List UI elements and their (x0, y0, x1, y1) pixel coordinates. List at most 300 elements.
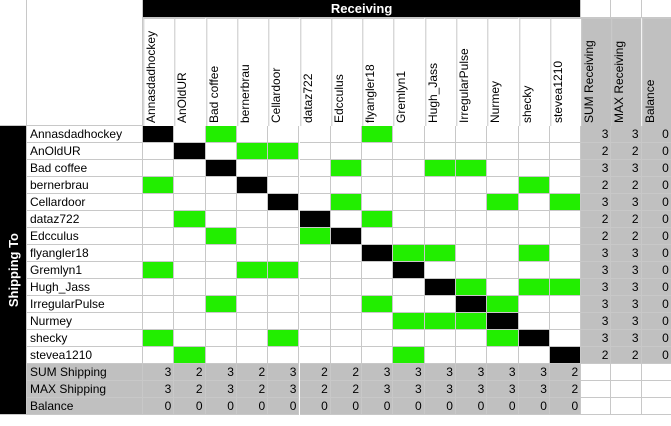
summary-row-cell: 0 (519, 398, 550, 415)
matrix-cell[interactable] (174, 194, 205, 211)
matrix-cell[interactable] (331, 262, 362, 279)
column-header-label: stevea1210 (550, 60, 565, 123)
assigned-cell[interactable] (268, 330, 299, 347)
matrix-cell[interactable] (393, 279, 424, 296)
matrix-cell[interactable] (425, 194, 456, 211)
matrix-cell[interactable] (362, 313, 393, 330)
matrix-cell[interactable] (331, 211, 362, 228)
sum-receiving-cell: 3 (581, 194, 611, 211)
matrix-cell[interactable] (362, 262, 393, 279)
matrix-cell[interactable] (550, 177, 581, 194)
summary-row-cell: 0 (174, 398, 205, 415)
matrix-cell[interactable] (143, 347, 174, 364)
matrix-cell[interactable] (143, 228, 174, 245)
blank-cell[interactable] (642, 0, 671, 18)
matrix-cell[interactable] (487, 245, 518, 262)
matrix-cell[interactable] (268, 177, 299, 194)
diagonal-cell[interactable] (237, 177, 268, 194)
matrix-cell[interactable] (237, 228, 268, 245)
summary-column-header (611, 18, 641, 126)
blank-cell[interactable] (611, 381, 641, 398)
assigned-cell[interactable] (425, 245, 456, 262)
matrix-cell[interactable] (331, 143, 362, 160)
sum-receiving-cell: 2 (581, 177, 611, 194)
blank-cell[interactable] (581, 364, 611, 381)
matrix-cell[interactable] (393, 177, 424, 194)
matrix-cell[interactable] (331, 126, 362, 143)
assigned-cell[interactable] (456, 279, 487, 296)
balance-receiving-cell: 0 (642, 126, 671, 143)
assigned-cell[interactable] (206, 228, 237, 245)
blank-cell[interactable] (581, 0, 611, 18)
column-header-bernerbrau (237, 18, 268, 126)
matrix-cell[interactable] (174, 279, 205, 296)
matrix-cell[interactable] (456, 330, 487, 347)
matrix-cell[interactable] (174, 296, 205, 313)
diagonal-cell[interactable] (362, 245, 393, 262)
matrix-cell[interactable] (331, 296, 362, 313)
matrix-cell[interactable] (268, 245, 299, 262)
matrix-cell[interactable] (393, 143, 424, 160)
matrix-cell[interactable] (331, 347, 362, 364)
matrix-cell[interactable] (393, 296, 424, 313)
summary-row-cell: 3 (487, 364, 518, 381)
matrix-cell[interactable] (331, 177, 362, 194)
column-header-nurmey (487, 18, 518, 126)
summary-row-cell: 3 (206, 381, 237, 398)
matrix-cell[interactable] (174, 330, 205, 347)
summary-row-cell: 0 (425, 398, 456, 415)
column-header-hugh-jass (425, 18, 456, 126)
matrix-cell[interactable] (268, 126, 299, 143)
matrix-cell[interactable] (487, 160, 518, 177)
column-header-cellardoor (268, 18, 299, 126)
sum-receiving-cell: 3 (581, 330, 611, 347)
max-receiving-cell: 3 (611, 313, 641, 330)
matrix-cell[interactable] (456, 177, 487, 194)
matrix-cell[interactable] (143, 296, 174, 313)
summary-column-label: SUM Receiving (582, 40, 597, 123)
assigned-cell[interactable] (174, 347, 205, 364)
matrix-cell[interactable] (425, 177, 456, 194)
corner-blank-2[interactable] (27, 0, 143, 126)
matrix-cell[interactable] (456, 347, 487, 364)
blank-cell[interactable] (642, 398, 671, 415)
matrix-cell[interactable] (237, 194, 268, 211)
sum-receiving-cell: 2 (581, 211, 611, 228)
matrix-cell[interactable] (487, 347, 518, 364)
assigned-cell[interactable] (206, 126, 237, 143)
diagonal-cell[interactable] (300, 211, 331, 228)
matrix-cell[interactable] (487, 279, 518, 296)
matrix-cell[interactable] (456, 194, 487, 211)
matrix-cell[interactable] (237, 211, 268, 228)
matrix-cell[interactable] (206, 194, 237, 211)
matrix-cell[interactable] (519, 296, 550, 313)
matrix-cell[interactable] (487, 126, 518, 143)
matrix-cell[interactable] (143, 143, 174, 160)
sum-receiving-cell: 3 (581, 245, 611, 262)
matrix-cell[interactable] (456, 245, 487, 262)
max-receiving-cell: 3 (611, 160, 641, 177)
matrix-cell[interactable] (425, 296, 456, 313)
matrix-cell[interactable] (300, 313, 331, 330)
matrix-cell[interactable] (237, 347, 268, 364)
summary-row-cell: 2 (237, 381, 268, 398)
corner-blank[interactable] (0, 0, 27, 126)
matrix-cell[interactable] (425, 228, 456, 245)
matrix-cell[interactable] (362, 160, 393, 177)
matrix-cell[interactable] (174, 313, 205, 330)
matrix-cell[interactable] (393, 330, 424, 347)
max-receiving-cell: 3 (611, 245, 641, 262)
column-header-label: IrregularPulse (457, 48, 471, 123)
balance-receiving-cell: 0 (642, 228, 671, 245)
summary-row-cell: 3 (268, 381, 299, 398)
assigned-cell[interactable] (237, 262, 268, 279)
matrix-cell[interactable] (143, 313, 174, 330)
summary-row-cell: 2 (331, 364, 362, 381)
balance-receiving-cell: 0 (642, 143, 671, 160)
matrix-cell[interactable] (268, 279, 299, 296)
blank-cell[interactable] (611, 398, 641, 415)
assigned-cell[interactable] (393, 245, 424, 262)
blank-cell[interactable] (642, 381, 671, 398)
matrix-cell[interactable] (237, 245, 268, 262)
matrix-cell[interactable] (206, 177, 237, 194)
matrix-cell[interactable] (550, 296, 581, 313)
matrix-cell[interactable] (519, 160, 550, 177)
summary-row-cell: 3 (143, 364, 174, 381)
matrix-cell[interactable] (362, 330, 393, 347)
balance-receiving-cell: 0 (642, 296, 671, 313)
sum-receiving-cell: 3 (581, 279, 611, 296)
column-header-label: Bad coffee (206, 65, 221, 123)
matrix-cell[interactable] (519, 126, 550, 143)
matrix-cell[interactable] (425, 143, 456, 160)
summary-row-cell: 2 (237, 364, 268, 381)
matrix-cell[interactable] (550, 330, 581, 347)
matrix-cell[interactable] (393, 126, 424, 143)
matrix-cell[interactable] (456, 228, 487, 245)
matrix-cell[interactable] (268, 160, 299, 177)
matrix-cell[interactable] (550, 228, 581, 245)
assigned-cell[interactable] (143, 262, 174, 279)
matrix-cell[interactable] (174, 245, 205, 262)
matrix-cell[interactable] (206, 143, 237, 160)
diagonal-cell[interactable] (268, 194, 299, 211)
matrix-cell[interactable] (300, 126, 331, 143)
matrix-cell[interactable] (300, 245, 331, 262)
assigned-cell[interactable] (519, 279, 550, 296)
row-header-anoldur: AnOldUR (27, 143, 143, 160)
summary-row-cell: 0 (300, 398, 331, 415)
row-header-bad-coffee: Bad coffee (27, 160, 143, 177)
matrix-cell[interactable] (393, 211, 424, 228)
matrix-cell[interactable] (143, 279, 174, 296)
summary-row-cell: 0 (456, 398, 487, 415)
column-header-stevea1210 (550, 18, 581, 126)
balance-receiving-cell: 0 (642, 262, 671, 279)
row-header-irregularpulse: IrregularPulse (27, 296, 143, 313)
max-receiving-cell: 2 (611, 228, 641, 245)
diagonal-cell[interactable] (425, 279, 456, 296)
matrix-cell[interactable] (519, 262, 550, 279)
matrix-cell[interactable] (268, 211, 299, 228)
matrix-cell[interactable] (550, 211, 581, 228)
assigned-cell[interactable] (550, 279, 581, 296)
summary-row-cell: 0 (268, 398, 299, 415)
diagonal-cell[interactable] (206, 160, 237, 177)
diagonal-cell[interactable] (456, 296, 487, 313)
matrix-cell[interactable] (237, 330, 268, 347)
matrix-cell[interactable] (425, 347, 456, 364)
matrix-cell[interactable] (300, 279, 331, 296)
matrix-cell[interactable] (550, 245, 581, 262)
matrix-cell[interactable] (425, 211, 456, 228)
diagonal-cell[interactable] (331, 228, 362, 245)
matrix-cell[interactable] (331, 245, 362, 262)
assigned-cell[interactable] (519, 245, 550, 262)
balance-receiving-cell: 0 (642, 279, 671, 296)
row-header-gremlyn1: Gremlyn1 (27, 262, 143, 279)
summary-row-cell: 0 (143, 398, 174, 415)
matrix-cell[interactable] (174, 228, 205, 245)
summary-row-cell: 3 (456, 381, 487, 398)
diagonal-cell[interactable] (393, 262, 424, 279)
matrix-cell[interactable] (300, 296, 331, 313)
max-receiving-cell: 2 (611, 211, 641, 228)
summary-row-cell: 0 (393, 398, 424, 415)
sum-receiving-cell: 3 (581, 313, 611, 330)
assigned-cell[interactable] (550, 194, 581, 211)
matrix-cell[interactable] (487, 211, 518, 228)
summary-row-cell: 3 (425, 381, 456, 398)
balance-receiving-cell: 0 (642, 194, 671, 211)
matrix-cell[interactable] (487, 177, 518, 194)
matrix-cell[interactable] (206, 313, 237, 330)
matrix-cell[interactable] (550, 262, 581, 279)
matrix-cell[interactable] (300, 262, 331, 279)
assigned-cell[interactable] (143, 330, 174, 347)
diagonal-cell[interactable] (550, 347, 581, 364)
matrix-cell[interactable] (519, 143, 550, 160)
summary-column-header (642, 18, 671, 126)
blank-cell[interactable] (642, 364, 671, 381)
matrix-cell[interactable] (143, 211, 174, 228)
matrix-cell[interactable] (206, 262, 237, 279)
summary-row-cell: 3 (268, 364, 299, 381)
matrix-cell[interactable] (456, 143, 487, 160)
matrix-cell[interactable] (425, 330, 456, 347)
row-header-nurmey: Nurmey (27, 313, 143, 330)
max-receiving-cell: 2 (611, 347, 641, 364)
max-receiving-cell: 3 (611, 262, 641, 279)
matrix-cell[interactable] (362, 347, 393, 364)
summary-row-label: MAX Shipping (27, 381, 143, 398)
summary-row-cell: 3 (362, 364, 393, 381)
blank-cell[interactable] (581, 398, 611, 415)
column-header-label: Nurmey (488, 80, 503, 123)
matrix-cell[interactable] (268, 228, 299, 245)
summary-row-cell: 3 (425, 364, 456, 381)
matrix-cell[interactable] (237, 160, 268, 177)
assigned-cell[interactable] (143, 177, 174, 194)
summary-row-cell: 2 (300, 364, 331, 381)
matrix-cell[interactable] (487, 143, 518, 160)
blank-cell[interactable] (581, 381, 611, 398)
matrix-cell[interactable] (331, 330, 362, 347)
matrix-cell[interactable] (143, 245, 174, 262)
matrix-cell[interactable] (268, 347, 299, 364)
assigned-cell[interactable] (456, 313, 487, 330)
matrix-cell[interactable] (174, 126, 205, 143)
assigned-cell[interactable] (268, 143, 299, 160)
matrix-cell[interactable] (300, 160, 331, 177)
column-header-irregularpulse (456, 18, 487, 126)
assigned-cell[interactable] (487, 194, 518, 211)
matrix-cell[interactable] (237, 126, 268, 143)
assigned-cell[interactable] (487, 330, 518, 347)
column-header-label: bernerbrau (237, 64, 252, 123)
summary-row-cell: 0 (237, 398, 268, 415)
assigned-cell[interactable] (331, 160, 362, 177)
matrix-cell[interactable] (206, 245, 237, 262)
assigned-cell[interactable] (206, 296, 237, 313)
matrix-cell[interactable] (519, 347, 550, 364)
matrix-cell[interactable] (237, 296, 268, 313)
assigned-cell[interactable] (393, 313, 424, 330)
blank-cell[interactable] (611, 0, 641, 18)
matrix-cell[interactable] (393, 160, 424, 177)
assigned-cell[interactable] (300, 228, 331, 245)
matrix-cell[interactable] (174, 160, 205, 177)
matrix-cell[interactable] (174, 262, 205, 279)
summary-row-cell: 3 (456, 364, 487, 381)
assigned-cell[interactable] (362, 126, 393, 143)
row-header-hugh-jass: Hugh_Jass (27, 279, 143, 296)
assigned-cell[interactable] (362, 211, 393, 228)
sum-receiving-cell: 3 (581, 262, 611, 279)
matrix-cell[interactable] (206, 330, 237, 347)
matrix-cell[interactable] (237, 313, 268, 330)
matrix-cell[interactable] (519, 211, 550, 228)
matrix-cell[interactable] (519, 313, 550, 330)
sum-receiving-cell: 2 (581, 143, 611, 160)
summary-row-cell: 2 (174, 364, 205, 381)
row-header-edcculus: Edcculus (27, 228, 143, 245)
diagonal-cell[interactable] (487, 313, 518, 330)
assigned-cell[interactable] (456, 160, 487, 177)
matrix-cell[interactable] (425, 126, 456, 143)
matrix-cell[interactable] (519, 194, 550, 211)
matrix-cell[interactable] (362, 228, 393, 245)
sum-receiving-cell: 2 (581, 347, 611, 364)
matrix-cell[interactable] (300, 177, 331, 194)
assigned-cell[interactable] (519, 177, 550, 194)
diagonal-cell[interactable] (174, 143, 205, 160)
matrix-cell[interactable] (143, 160, 174, 177)
summary-row-cell: 0 (331, 398, 362, 415)
summary-row-cell: 0 (206, 398, 237, 415)
matrix-cell[interactable] (393, 194, 424, 211)
matrix-cell[interactable] (174, 177, 205, 194)
assigned-cell[interactable] (331, 194, 362, 211)
matrix-cell[interactable] (550, 160, 581, 177)
diagonal-cell[interactable] (519, 330, 550, 347)
column-header-shecky (519, 18, 550, 126)
matrix-cell[interactable] (362, 143, 393, 160)
assigned-cell[interactable] (362, 296, 393, 313)
matrix-cell[interactable] (143, 194, 174, 211)
max-receiving-cell: 3 (611, 330, 641, 347)
column-header-annasdadhockey (143, 18, 174, 126)
summary-row-cell: 0 (550, 398, 581, 415)
assigned-cell[interactable] (393, 347, 424, 364)
matrix-cell[interactable] (206, 211, 237, 228)
summary-column-label: MAX Receiving (612, 40, 627, 123)
matrix-cell[interactable] (550, 313, 581, 330)
matrix-cell[interactable] (300, 143, 331, 160)
summary-column-header (581, 18, 611, 126)
matrix-cell[interactable] (300, 194, 331, 211)
matrix-cell[interactable] (331, 279, 362, 296)
matrix-cell[interactable] (456, 126, 487, 143)
shipping-to-text: Shipping To (5, 232, 21, 308)
matrix-cell[interactable] (331, 313, 362, 330)
matrix-cell[interactable] (519, 228, 550, 245)
column-header-dataz722 (300, 18, 331, 126)
matrix-cell[interactable] (487, 262, 518, 279)
matrix-cell[interactable] (362, 194, 393, 211)
column-header-label: flyangler18 (363, 64, 378, 123)
row-header-stevea1210: stevea1210 (27, 347, 143, 364)
summary-column-label: Balance (642, 79, 657, 123)
matrix-cell[interactable] (456, 262, 487, 279)
diagonal-cell[interactable] (143, 126, 174, 143)
matrix-cell[interactable] (550, 126, 581, 143)
matrix-cell[interactable] (362, 177, 393, 194)
matrix-cell[interactable] (206, 347, 237, 364)
matrix-cell[interactable] (237, 279, 268, 296)
matrix-cell[interactable] (300, 330, 331, 347)
assigned-cell[interactable] (268, 262, 299, 279)
matrix-cell[interactable] (393, 228, 424, 245)
matrix-cell[interactable] (268, 313, 299, 330)
max-receiving-cell: 3 (611, 279, 641, 296)
matrix-cell[interactable] (206, 279, 237, 296)
matrix-cell[interactable] (300, 347, 331, 364)
assigned-cell[interactable] (174, 211, 205, 228)
matrix-cell[interactable] (550, 143, 581, 160)
max-receiving-cell: 2 (611, 177, 641, 194)
assigned-cell[interactable] (425, 160, 456, 177)
matrix-cell[interactable] (456, 211, 487, 228)
matrix-cell[interactable] (487, 228, 518, 245)
assigned-cell[interactable] (425, 313, 456, 330)
summary-row-cell: 3 (519, 381, 550, 398)
summary-row-cell: 2 (300, 381, 331, 398)
matrix-cell[interactable] (425, 262, 456, 279)
sum-receiving-cell: 3 (581, 126, 611, 143)
matrix-cell[interactable] (268, 296, 299, 313)
blank-cell[interactable] (611, 364, 641, 381)
assigned-cell[interactable] (237, 143, 268, 160)
matrix-cell[interactable] (362, 279, 393, 296)
summary-row-cell: 3 (206, 364, 237, 381)
column-header-label: AnOldUR (175, 72, 190, 123)
assigned-cell[interactable] (487, 296, 518, 313)
